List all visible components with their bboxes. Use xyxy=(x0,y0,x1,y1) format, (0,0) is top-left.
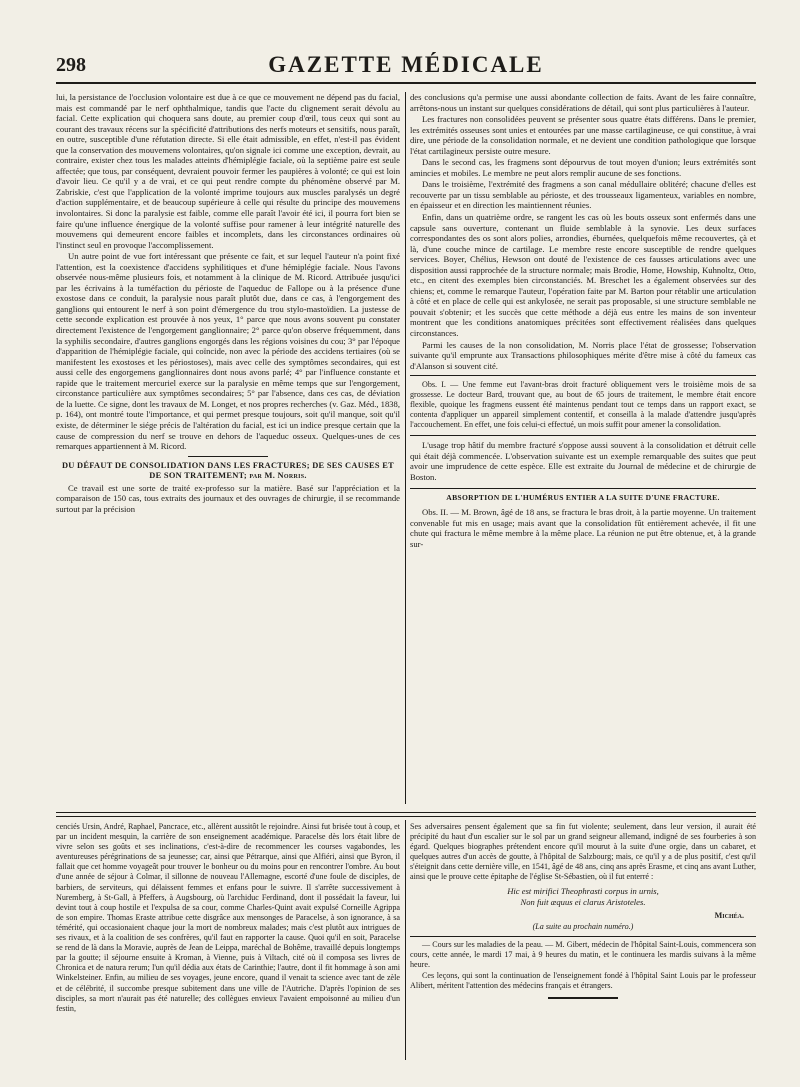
paragraph: cenciés Ursin, André, Raphael, Pancrace, etc., allèrent aussitôt le rejoindre. Ainsi fut brisée tout à coup, et par un incident mesquin, la carrière de son enseignement académique. Paracelse dès lors était libre de vivre selon ses goûts et ses inclinations, c'est-à-dire de recommencer les courses vagabondes, les aventureuses pérégrinations de sa jeunesse; car, ainsi que Pétrarque, ainsi que Alfiéri, ainsi que Byron, il fallait que cet homme voyageât pour trouver le bonheur ou du moins pour en rencontrer l'ombre. Au bout d'une année de séjour à Colmar, il sillonne de nouveau l'Allemagne, escorté d'une foule de disciples, de barbiers, de serviteurs, qui délaissent femmes et enfans pour le suivre. Il s'arrête successivement à Nuremberg, à St-Gall, à Pfeffers, à Augsbourg, où l'archiduc Ferdinand, dont il possédait la faveur, lui devint tout à coup hostile et l'expulsa de sa cour, comme Charles-Quint avait expulsé Corneille Agrippa de son empire. Thomas Eraste attribue cette disgrâce aux mensonges de Paracelse, à son ignorance, à sa témérité, qui occasionaient chaque jour la mort de nombreux malades; mais c'est plutôt aux intrigues de ses rivaux, et à la coalition de ses confrères, qu'il faut en rapporter la cause. Quoi qu'il en soit, Paracelse se rend de là dans la Moravie, auprès de Jean de Leippa, maréchal de Bohême, travaillé depuis longtemps par la goutte; il séjourne ensuite à Kroman, à Vienne, puis à Viltach, cité où il composa ses livres de Chronica et de natura rerum; l'un qu'il dédia aux états de Carinthie; l'autre, dont il fit hommage à son ami Winkelsteiner. Enfin, au milieu de ses voyages, jeune encore, quand il venait ta science avec tant de zèle et de célébrité, il succombe presque subitement dans une ville de l'Autriche. D'après l'opinion de ses disciples, sa mort n'aurait pas été naturelle; des collègues envieux l'avaient empoisonné au milieu d'un festin, xyxy=(56,822,400,1013)
left-column-top xyxy=(56,92,400,804)
paragraph: des conclusions qu'a permise une aussi abondante collection de faits. Avant de les faire connaître, arrêtons-nous un instant sur quelques considérations de détail, qui sont plus particulières à l'auteur. xyxy=(410,92,756,113)
section-title xyxy=(56,461,400,482)
epitaph-line: Hic est mirifici Theophrasti corpus in urnis, xyxy=(507,885,659,896)
paragraph: L'usage trop hâtif du membre fracturé s'oppose aussi souvent à la consolidation et détruit celle qui était déjà commencée. L'observation suivante est un exemple remarquable des suites que peut avoir une imprudence de cette espèce. Elle est extraite du Journal de médecine et de chirurgie de Boston. xyxy=(410,440,756,482)
course-notice xyxy=(410,936,756,991)
right-column-top xyxy=(410,92,756,804)
paragraph: Enfin, dans un quatrième ordre, se rangent les cas où les bouts osseux sont enfermés dans une capsule sans ouverture, contenant un fluide semblable à la synovie. Les deux surfaces correspondantes des os sont alors polies, arrondies, éburnées, quelquefois même recouvertes, çà et là, d'une couche mince de cartilage. Le membre reste encore susceptible de rendre quelques services. Boyer, Chélius, Hewson ont douté de l'existence de ces fausses articulations avec une disposition aussi rapprochée de la structure normale; mais Brodie, Home, Howship, Kuhnoltz, Otto, etc., en citent des exemples bien circonstanciés. M. Breschet les a également observées sur des chiens; et, comme le remarque l'auteur, l'opération faite par M. Barton pour rétablir une articulation à côté et en place de celle qui est ankylosée, ne serait pas proposable, si une structure semblable ne pouvait s'obtenir; et les succès que cette méthode a déjà eus entre les mains de son inventeur montrent que les conditions anatomiques précitées sont effectivement réalisées dans quelques circonstances. xyxy=(410,212,756,339)
page-header xyxy=(56,52,756,84)
author-signature: Michéa. xyxy=(714,910,744,920)
section-title-text: DU DÉFAUT DE CONSOLIDATION DANS LES FRACTURES; DE SES CAUSES ET DE SON TRAITEMENT; xyxy=(61,460,395,481)
paragraph: — Cours sur les maladies de la peau. — M. Gibert, médecin de l'hôpital Saint-Louis, commencera son cours, cette année, le mardi 17 mai, à 9 heures du matin, et le continuera les mardis suivans à la même heure. xyxy=(410,939,756,969)
section-author: par M. Norris. xyxy=(249,471,307,481)
column-rule xyxy=(405,92,406,804)
divider xyxy=(188,456,268,457)
left-column-bottom xyxy=(56,822,400,1062)
paragraph: Les fractures non consolidées peuvent se présenter sous quatre états différens. Dans le premier, les extrémités osseuses sont unies et entourées par une masse cartilagineuse, ce qui constitue, à vrai dire, une période de la consolidation normale, et ne devient une condition pathologique que lorsque l'état cartilagineux persiste outre mesure. xyxy=(410,114,756,156)
page-number: 298 xyxy=(56,54,86,76)
paragraph: Parmi les causes de la non consolidation, M. Norris place l'état de grossesse; l'observation suivante qu'il emprunte aux Transactions philosophiques mérite d'être mise à côté du fameux cas d'Alanson si souvent cité. xyxy=(410,339,756,371)
paragraph: lui, la persistance de l'occlusion volontaire est due à ce que ce mouvement ne dépend pas du facial, mais est commandé par le nerf ophthalmique, tandis que l'acte du clignement serait dévolu au facial. Cette explication qui choquera sans doute, au premier coup d'œil, tous ceux qui sont au courant des travaux récens sur la spécificité d'attributions des nerfs moteurs et sensitifs, nous paraît, en outre, susceptible d'une réfutation directe. Si elle était admissible, en effet, n'est-il pas évident que la conservation des mouvemens volontaires, qu'on signale ici comme une exception, devrait, au contraire, exister chez tous les malades atteints d'hémiplégie faciale, où la septième paire est seule affectée; que tous, par conséquent, devraient pouvoir fermer les paupières à volonté; ce qui est loin d'avoir lieu. Ce qu'il y a de vrai, et ce qui peut rendre compte du phénomène observé par M. Zabriskie, c'est que l'application de la volonté imprime toujours aux muscles paralysés un degré d'action supplémentaire, et de beaucoup supérieure à celle qui résulte du principe des mouvemens involontaires. Si donc la paralysie est faible, comme elle paraît l'avoir été ici, il pourra fort bien se faire qu'une influence énergique de la volonté suffise pour ramener à leur intégrité naturelle des mouvemens qui demeurent encore faibles et incomplets, dans les circonstances ordinaires où l'instinct seul en provoque l'accomplissement. xyxy=(56,92,400,250)
paragraph: Dans le troisième, l'extrémité des fragmens a son canal médullaire oblitéré; chacune d'elles est recouverte par un tissu semblable au périoste, et des trousseaux ligamenteux, variables en nombre, en épaisseur et en direction les maintiennent réunies. xyxy=(410,179,756,211)
observation-heading: ABSORPTION DE L'HUMÉRUS ENTIER A LA SUITE D'UNE FRACTURE. xyxy=(410,488,756,504)
paragraph: Ses adversaires pensent également que sa fin fut violente; seulement, dans leur version, il aurait été précipité du haut d'un escalier sur le sol par un grand seigneur allemand, indigné de ses fourberies à son égard. Quelques biographes prétendent encore qu'il mourut à la suite d'une orgie, dans un cabaret, et quelques autres d'un accès de goutte, à l'hôpital de Salzbourg; mais, ce qu'il y a de plus positif, c'est qu'il s'éteignit dans cette dernière ville, en 1541, âgé de 48 ans, cinq ans après Erasme, et cinq ans avant Luther, ainsi que le prouve cette épitaphe de l'église St-Sébastien, où il fut enterré : xyxy=(410,822,756,882)
paragraph: Un autre point de vue fort intéressant que présente ce fait, et sur lequel l'auteur n'a point fixé l'attention, est la coexistence d'accidens syphilitiques et d'une hémiplégie faciale. Nous l'avons observée nous-même plusieurs fois, et notamment à la clinique de M. Ricord. Attribuée jusqu'ici par les écrivains à la tuméfaction du périoste de l'aqueduc de Fallope ou à la présence d'une exostose dans ce conduit, la paralysie nous paraît plutôt due, dans ce cas, à l'engorgement des ganglions qui entourent le nerf à son point d'émergence du trou stylo-mastoïdien. La justesse de cette seconde explication est prouvée à nos yeux, 1° parce que nous avons souvent pu constater directement l'existence de l'engorgement ganglionnaire; 2° parce qu'on observe fréquemment, dans la syphilis secondaire, d'autres ganglions engorgés dans les régions voisines du cou; 3° par l'époque d'apparition de l'hémiplégie faciale, qui coïncide, non avec la période des accidens tertiaires (où se manifestent les exostoses et les périostoses), mais avec celle des symptômes secondaires, qui est aussi celle des engorgemens ganglionnaires dont nous avons parlé; 4° par l'influence constante et rapide que le traitement mercuriel exerce sur la paralysie en même temps que sur l'engorgement, circonstance particulière aux symptômes secondaires; 5° par l'absence, dans ces cas, de déviation de la luette. Ce signe, dont les travaux de M. Longet, et nos propres recherches (v. Gaz. Méd., 1838, p. 164), ont montré toute l'importance, et qui permet presque toujours, soit qu'il manque, soit qu'il existe, de déterminer le siége précis de l'altération du facial, est ici un indice presque certain que la cause de compression du nerf se trouve en dehors de l'aqueduc osseux. Quelques-unes de ces remarques appartiennent à M. Ricord. xyxy=(56,251,400,452)
epitaph-line: Non fuit æquus ei clarus Aristoteles. xyxy=(520,896,646,907)
closing-rule xyxy=(548,997,618,999)
paragraph: Ce travail est une sorte de traité ex-professo sur la matière. Basé sur l'appréciation et la comparaison de 150 cas, tous extraits des journaux et des ouvrages de chirurgie, il se recommande surtout par la précision xyxy=(56,482,400,514)
observation-text: Obs. II. — M. Brown, âgé de 18 ans, se fractura le bras droit, à la partie moyenne. Un traitement convenable fut mis en usage; mais avant que la consolidation fût entièrement achevée, il fit une chute qui fractura le même membre à la même place. La réunion ne put être obtenue, et, à la grande sur- xyxy=(410,506,756,549)
feuilleton-rule xyxy=(56,812,756,817)
column-rule xyxy=(405,820,406,1060)
masthead-title: GAZETTE MÉDICALE xyxy=(268,52,544,77)
continuation-note: (La suite au prochain numéro.) xyxy=(532,921,634,931)
paragraph: Ces leçons, qui sont la continuation de l'enseignement fondé à l'hôpital Saint Louis par le professeur Alibert, méritent l'attention des médecins français et étrangers. xyxy=(410,971,756,991)
observation-block xyxy=(410,375,756,436)
epitaph xyxy=(410,886,756,908)
right-column-bottom xyxy=(410,822,756,1062)
paragraph: Dans le second cas, les fragmens sont dépourvus de tout moyen d'union; leurs extrémités sont amincies et mobiles. Le membre ne peut alors remplir aucune de ses fonctions. xyxy=(410,157,756,178)
observation-text: Obs. I. — Une femme eut l'avant-bras droit fracturé obliquement vers le troisième mois de sa grossesse. Le docteur Bard, trouvant que, au bout de 65 jours de traitement, le membre était encore flexible, quoique les fragmens eussent été maintenus pendant tout ce temps dans un rapport exact, se contenta d'appliquer un appareil simplement contentif, et conseilla à la malade d'attendre jusqu'après l'accouchement. En effet, une fois celui-ci effectué, un mois suffit pour amener la consolidation. xyxy=(410,380,756,430)
